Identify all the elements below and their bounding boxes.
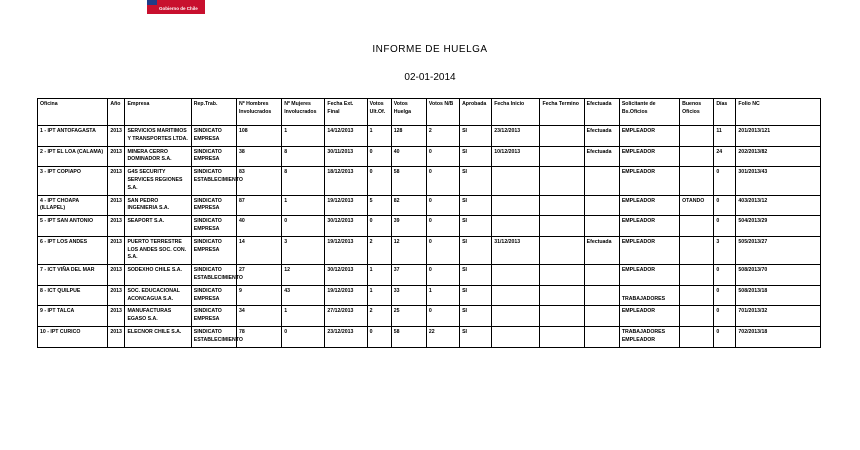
cell-aprobada: SI bbox=[460, 285, 492, 306]
cell-dias: 3 bbox=[714, 236, 736, 264]
column-header: Votos Huelga bbox=[391, 99, 426, 126]
cell-buenos bbox=[680, 216, 714, 237]
cell-fecha-termino bbox=[540, 146, 584, 167]
cell-votos-ult: 1 bbox=[367, 265, 391, 286]
cell-fecha-ext: 30/12/2013 bbox=[325, 265, 367, 286]
cell-votos-ult: 1 bbox=[367, 285, 391, 306]
column-header: Solicitante de Bs.Oficios bbox=[619, 99, 679, 126]
column-header: Nº Mujeres Involucrados bbox=[282, 99, 325, 126]
cell-buenos bbox=[680, 126, 714, 147]
cell-votos-nb: 0 bbox=[426, 216, 459, 237]
table-row bbox=[38, 326, 821, 347]
cell-buenos bbox=[680, 265, 714, 286]
cell-empresa: SERVICIOS MARITIMOS Y TRANSPORTES LTDA. bbox=[125, 126, 191, 147]
table-row bbox=[38, 216, 821, 237]
cell-oficina: 7 - ICT VIÑA DEL MAR bbox=[38, 265, 108, 286]
cell-oficina: 3 - IPT COPIAPO bbox=[38, 167, 108, 195]
cell-rep: SINDICATO EMPRESA bbox=[191, 146, 236, 167]
gobierno-logo bbox=[147, 0, 205, 14]
table-row bbox=[38, 167, 821, 195]
cell-rep: SINDICATO ESTABLECIMIENTO bbox=[191, 167, 236, 195]
cell-votos-huelga: 82 bbox=[391, 195, 426, 216]
cell-fecha-ext: 27/12/2013 bbox=[325, 306, 367, 327]
cell-oficina: 8 - ICT QUILPUE bbox=[38, 285, 108, 306]
table-body bbox=[38, 126, 821, 348]
cell-empresa: SEAPORT S.A. bbox=[125, 216, 191, 237]
cell-aprobada: SI bbox=[460, 167, 492, 195]
cell-buenos: OTANDO bbox=[680, 195, 714, 216]
cell-fecha-ext: 14/12/2013 bbox=[325, 126, 367, 147]
cell-votos-ult: 5 bbox=[367, 195, 391, 216]
cell-empresa: G4S SECURITY SERVICES REGIONES S.A. bbox=[125, 167, 191, 195]
strike-report-table bbox=[37, 98, 821, 348]
cell-hombres: 87 bbox=[236, 195, 281, 216]
cell-folio: 403/2013/12 bbox=[736, 195, 821, 216]
cell-dias: 0 bbox=[714, 306, 736, 327]
cell-empresa: SODEXHO CHILE S.A. bbox=[125, 265, 191, 286]
cell-fecha-inicio bbox=[492, 216, 540, 237]
cell-aprobada: SI bbox=[460, 326, 492, 347]
cell-votos-nb: 2 bbox=[426, 126, 459, 147]
column-header: Efectuada bbox=[584, 99, 619, 126]
cell-fecha-ext: 19/12/2013 bbox=[325, 195, 367, 216]
cell-efectuada bbox=[584, 195, 619, 216]
cell-votos-huelga: 58 bbox=[391, 167, 426, 195]
cell-efectuada bbox=[584, 306, 619, 327]
cell-fecha-inicio bbox=[492, 195, 540, 216]
cell-rep: SINDICATO EMPRESA bbox=[191, 126, 236, 147]
cell-fecha-inicio bbox=[492, 285, 540, 306]
cell-fecha-inicio bbox=[492, 265, 540, 286]
column-header: Días bbox=[714, 99, 736, 126]
cell-solicitante: EMPLEADOR bbox=[619, 195, 679, 216]
cell-empresa: ELECNOR CHILE S.A. bbox=[125, 326, 191, 347]
cell-votos-huelga: 12 bbox=[391, 236, 426, 264]
cell-anio: 2013 bbox=[108, 236, 125, 264]
table-row bbox=[38, 195, 821, 216]
cell-anio: 2013 bbox=[108, 195, 125, 216]
cell-dias: 0 bbox=[714, 265, 736, 286]
cell-votos-nb: 0 bbox=[426, 167, 459, 195]
cell-empresa: PUERTO TERRESTRE LOS ANDES SOC. CON. S.A. bbox=[125, 236, 191, 264]
cell-anio: 2013 bbox=[108, 326, 125, 347]
cell-votos-ult: 0 bbox=[367, 146, 391, 167]
cell-dias: 0 bbox=[714, 195, 736, 216]
cell-dias: 0 bbox=[714, 167, 736, 195]
cell-votos-nb: 22 bbox=[426, 326, 459, 347]
cell-solicitante: EMPLEADOR bbox=[619, 167, 679, 195]
column-header: Votos N/B bbox=[426, 99, 459, 126]
cell-solicitante: TRABAJADORES EMPLEADOR bbox=[619, 326, 679, 347]
cell-efectuada bbox=[584, 285, 619, 306]
column-header: Folio NC bbox=[736, 99, 821, 126]
cell-aprobada: SI bbox=[460, 126, 492, 147]
cell-folio: 508/2013/18 bbox=[736, 285, 821, 306]
cell-fecha-ext: 30/12/2013 bbox=[325, 216, 367, 237]
cell-oficina: 9 - IPT TALCA bbox=[38, 306, 108, 327]
report-title: INFORME DE HUELGA bbox=[372, 44, 488, 55]
cell-mujeres: 8 bbox=[282, 146, 325, 167]
column-header: Buenos Oficios bbox=[680, 99, 714, 126]
cell-dias: 0 bbox=[714, 326, 736, 347]
cell-buenos bbox=[680, 326, 714, 347]
cell-dias: 0 bbox=[714, 216, 736, 237]
cell-hombres: 34 bbox=[236, 306, 281, 327]
cell-anio: 2013 bbox=[108, 126, 125, 147]
cell-mujeres: 1 bbox=[282, 306, 325, 327]
cell-efectuada: Efectuada bbox=[584, 146, 619, 167]
cell-votos-huelga: 39 bbox=[391, 216, 426, 237]
cell-solicitante: EMPLEADOR bbox=[619, 216, 679, 237]
cell-oficina: 4 - IPT CHOAPA (ILLAPEL) bbox=[38, 195, 108, 216]
column-header: Año bbox=[108, 99, 125, 126]
cell-anio: 2013 bbox=[108, 285, 125, 306]
cell-votos-ult: 2 bbox=[367, 236, 391, 264]
report-date: 02-01-2014 bbox=[404, 72, 456, 83]
cell-buenos bbox=[680, 285, 714, 306]
cell-fecha-inicio: 23/12/2013 bbox=[492, 126, 540, 147]
cell-rep: SINDICATO EMPRESA bbox=[191, 306, 236, 327]
cell-votos-ult: 2 bbox=[367, 306, 391, 327]
cell-votos-huelga: 33 bbox=[391, 285, 426, 306]
cell-efectuada bbox=[584, 265, 619, 286]
cell-fecha-termino bbox=[540, 167, 584, 195]
column-header: Votos Ult.Of. bbox=[367, 99, 391, 126]
cell-mujeres: 43 bbox=[282, 285, 325, 306]
cell-folio: 201/2013/121 bbox=[736, 126, 821, 147]
cell-solicitante: EMPLEADOR bbox=[619, 265, 679, 286]
cell-fecha-termino bbox=[540, 195, 584, 216]
cell-oficina: 10 - IPT CURICO bbox=[38, 326, 108, 347]
cell-oficina: 1 - IPT ANTOFAGASTA bbox=[38, 126, 108, 147]
cell-hombres: 78 bbox=[236, 326, 281, 347]
cell-fecha-ext: 30/11/2013 bbox=[325, 146, 367, 167]
cell-buenos bbox=[680, 167, 714, 195]
cell-mujeres: 0 bbox=[282, 216, 325, 237]
cell-folio: 504/2013/29 bbox=[736, 216, 821, 237]
cell-fecha-inicio bbox=[492, 326, 540, 347]
cell-fecha-inicio bbox=[492, 167, 540, 195]
cell-votos-nb: 0 bbox=[426, 236, 459, 264]
cell-hombres: 108 bbox=[236, 126, 281, 147]
table-row bbox=[38, 306, 821, 327]
cell-empresa: SAN PEDRO INGENIERIA S.A. bbox=[125, 195, 191, 216]
cell-mujeres: 12 bbox=[282, 265, 325, 286]
cell-solicitante: TRABAJADORES bbox=[619, 285, 679, 306]
cell-solicitante: EMPLEADOR bbox=[619, 126, 679, 147]
cell-fecha-ext: 19/12/2013 bbox=[325, 285, 367, 306]
cell-fecha-ext: 18/12/2013 bbox=[325, 167, 367, 195]
cell-aprobada: SI bbox=[460, 195, 492, 216]
cell-anio: 2013 bbox=[108, 265, 125, 286]
cell-empresa: MANUFACTURAS EGASO S.A. bbox=[125, 306, 191, 327]
cell-mujeres: 0 bbox=[282, 326, 325, 347]
cell-fecha-termino bbox=[540, 265, 584, 286]
cell-rep: SINDICATO EMPRESA bbox=[191, 195, 236, 216]
cell-votos-nb: 0 bbox=[426, 265, 459, 286]
table-row bbox=[38, 146, 821, 167]
cell-votos-ult: 0 bbox=[367, 326, 391, 347]
cell-fecha-inicio: 10/12/2013 bbox=[492, 146, 540, 167]
cell-rep: SINDICATO EMPRESA bbox=[191, 236, 236, 264]
cell-mujeres: 3 bbox=[282, 236, 325, 264]
cell-mujeres: 1 bbox=[282, 195, 325, 216]
cell-rep: SINDICATO EMPRESA bbox=[191, 216, 236, 237]
cell-fecha-termino bbox=[540, 236, 584, 264]
cell-votos-huelga: 25 bbox=[391, 306, 426, 327]
cell-folio: 505/2013/27 bbox=[736, 236, 821, 264]
cell-votos-huelga: 128 bbox=[391, 126, 426, 147]
table-row bbox=[38, 285, 821, 306]
cell-fecha-termino bbox=[540, 306, 584, 327]
cell-dias: 11 bbox=[714, 126, 736, 147]
cell-anio: 2013 bbox=[108, 167, 125, 195]
cell-fecha-ext: 23/12/2013 bbox=[325, 326, 367, 347]
cell-votos-huelga: 58 bbox=[391, 326, 426, 347]
cell-folio: 301/2013/43 bbox=[736, 167, 821, 195]
table-header-row bbox=[38, 99, 821, 126]
column-header: Oficina bbox=[38, 99, 108, 126]
cell-efectuada: Efectuada bbox=[584, 126, 619, 147]
cell-oficina: 5 - IPT SAN ANTONIO bbox=[38, 216, 108, 237]
cell-fecha-inicio: 31/12/2013 bbox=[492, 236, 540, 264]
cell-votos-nb: 0 bbox=[426, 195, 459, 216]
table-row bbox=[38, 236, 821, 264]
cell-buenos bbox=[680, 146, 714, 167]
cell-rep: SINDICATO ESTABLECIMIENTO bbox=[191, 265, 236, 286]
cell-folio: 702/2013/18 bbox=[736, 326, 821, 347]
column-header: Fecha Ext. Final bbox=[325, 99, 367, 126]
cell-votos-nb: 0 bbox=[426, 146, 459, 167]
cell-rep: SINDICATO EMPRESA bbox=[191, 285, 236, 306]
cell-solicitante: EMPLEADOR bbox=[619, 146, 679, 167]
cell-votos-ult: 0 bbox=[367, 167, 391, 195]
cell-efectuada bbox=[584, 326, 619, 347]
cell-efectuada bbox=[584, 167, 619, 195]
cell-rep: SINDICATO ESTABLECIMIENTO bbox=[191, 326, 236, 347]
cell-hombres: 83 bbox=[236, 167, 281, 195]
table-row bbox=[38, 126, 821, 147]
cell-fecha-termino bbox=[540, 126, 584, 147]
cell-dias: 24 bbox=[714, 146, 736, 167]
cell-hombres: 27 bbox=[236, 265, 281, 286]
cell-fecha-termino bbox=[540, 326, 584, 347]
cell-hombres: 9 bbox=[236, 285, 281, 306]
cell-solicitante: EMPLEADOR bbox=[619, 306, 679, 327]
cell-aprobada: SI bbox=[460, 306, 492, 327]
cell-efectuada bbox=[584, 216, 619, 237]
cell-votos-ult: 1 bbox=[367, 126, 391, 147]
cell-folio: 701/2013/32 bbox=[736, 306, 821, 327]
table-row bbox=[38, 265, 821, 286]
cell-aprobada: SI bbox=[460, 236, 492, 264]
cell-votos-nb: 1 bbox=[426, 285, 459, 306]
cell-mujeres: 8 bbox=[282, 167, 325, 195]
cell-anio: 2013 bbox=[108, 216, 125, 237]
cell-fecha-inicio bbox=[492, 306, 540, 327]
cell-votos-huelga: 37 bbox=[391, 265, 426, 286]
cell-folio: 202/2013/82 bbox=[736, 146, 821, 167]
cell-buenos bbox=[680, 306, 714, 327]
cell-anio: 2013 bbox=[108, 146, 125, 167]
logo-blue-block bbox=[147, 0, 157, 5]
cell-aprobada: SI bbox=[460, 216, 492, 237]
cell-aprobada: SI bbox=[460, 265, 492, 286]
cell-empresa: SOC. EDUCACIONAL ACONCAGUA S.A. bbox=[125, 285, 191, 306]
cell-votos-nb: 0 bbox=[426, 306, 459, 327]
column-header: Fecha Termino bbox=[540, 99, 584, 126]
cell-aprobada: SI bbox=[460, 146, 492, 167]
logo-text: Gobierno de Chile bbox=[159, 6, 198, 11]
cell-oficina: 2 - IPT EL LOA (CALAMA) bbox=[38, 146, 108, 167]
column-header: Aprobada bbox=[460, 99, 492, 126]
cell-anio: 2013 bbox=[108, 306, 125, 327]
cell-solicitante: EMPLEADOR bbox=[619, 236, 679, 264]
cell-votos-huelga: 40 bbox=[391, 146, 426, 167]
column-header: Nº Hombres Involucrados bbox=[236, 99, 281, 126]
cell-buenos bbox=[680, 236, 714, 264]
cell-oficina: 6 - IPT LOS ANDES bbox=[38, 236, 108, 264]
cell-fecha-ext: 19/12/2013 bbox=[325, 236, 367, 264]
cell-folio: 508/2013/70 bbox=[736, 265, 821, 286]
column-header: Fecha Inicio bbox=[492, 99, 540, 126]
column-header: Empresa bbox=[125, 99, 191, 126]
cell-hombres: 40 bbox=[236, 216, 281, 237]
cell-fecha-termino bbox=[540, 216, 584, 237]
cell-dias: 0 bbox=[714, 285, 736, 306]
cell-efectuada: Efectuada bbox=[584, 236, 619, 264]
cell-hombres: 14 bbox=[236, 236, 281, 264]
cell-empresa: MINERA CERRO DOMINADOR S.A. bbox=[125, 146, 191, 167]
column-header: Rep.Trab. bbox=[191, 99, 236, 126]
cell-fecha-termino bbox=[540, 285, 584, 306]
cell-votos-ult: 0 bbox=[367, 216, 391, 237]
cell-hombres: 38 bbox=[236, 146, 281, 167]
cell-mujeres: 1 bbox=[282, 126, 325, 147]
